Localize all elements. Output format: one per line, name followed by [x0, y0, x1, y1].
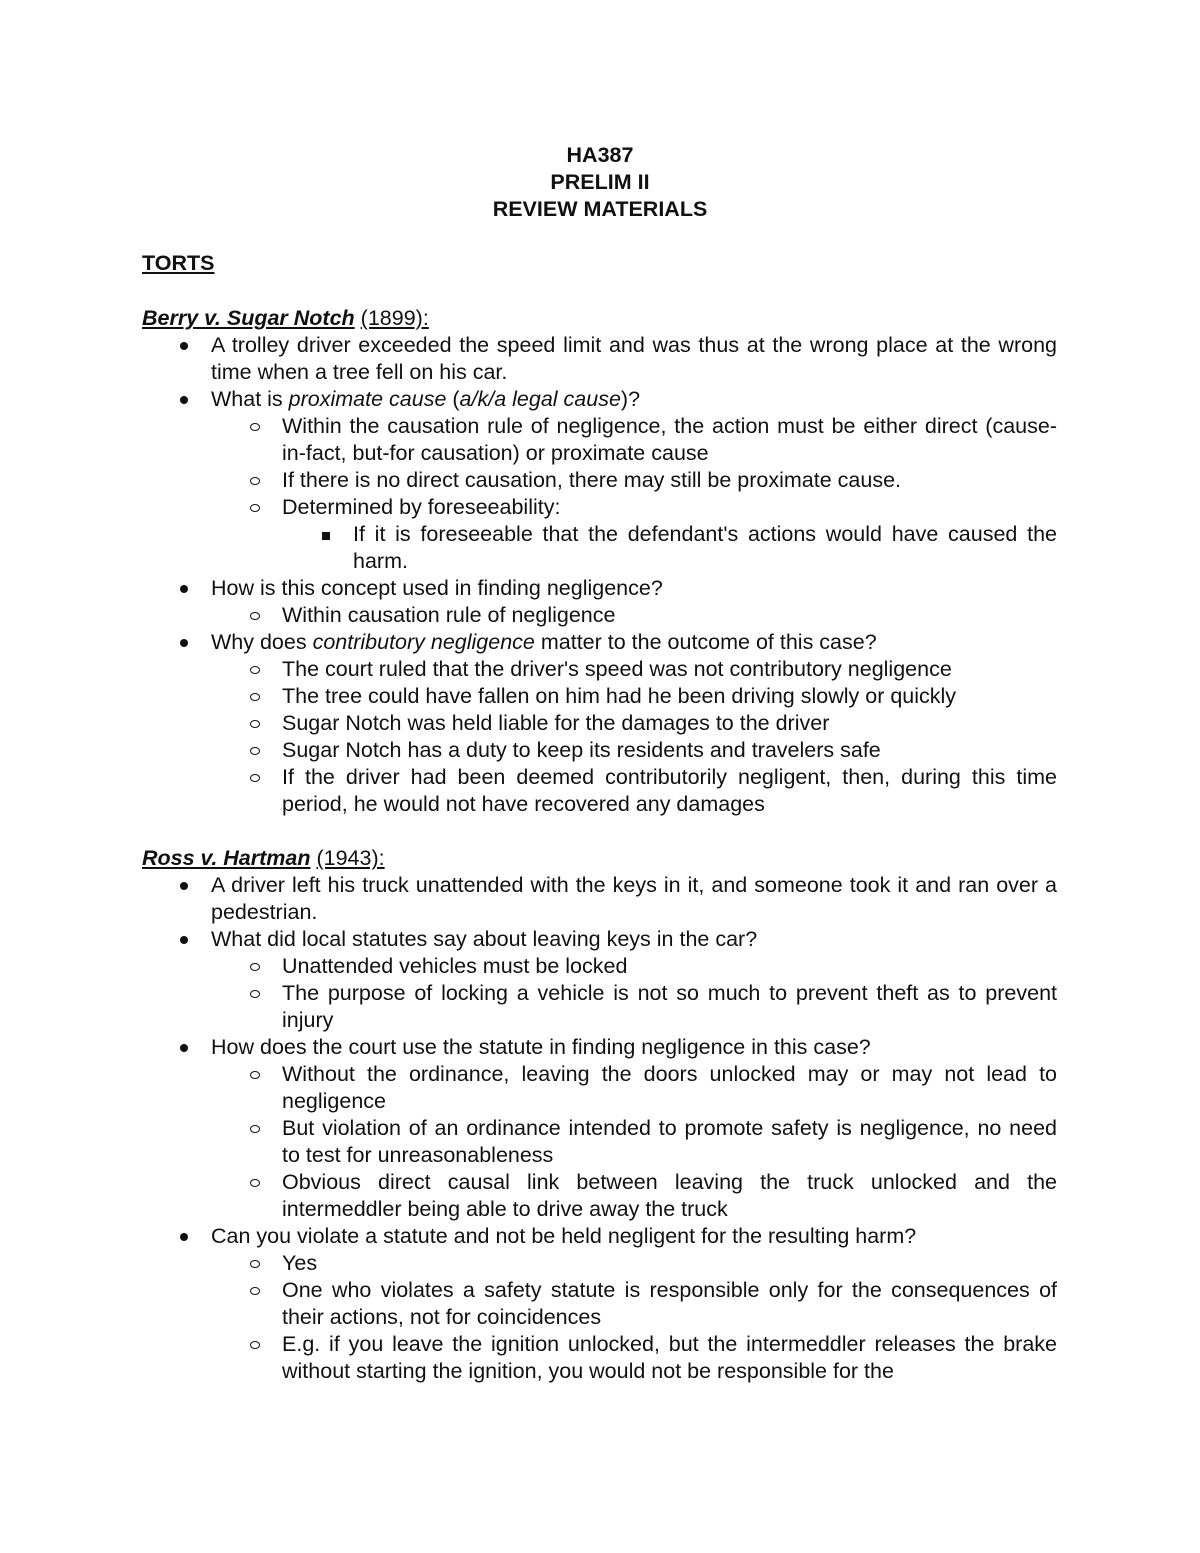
- list-item: Yes: [282, 1250, 1057, 1277]
- list-item: A trolley driver exceeded the speed limit and was thus at the wrong place at the wrong time when a tree fell on his car.: [211, 332, 1057, 386]
- circle-bullet-icon: [245, 737, 265, 764]
- list-item: Without the ordinance, leaving the doors unlocked may or may not lead to negligence: [282, 1061, 1057, 1115]
- list-item: The court ruled that the driver's speed was not contributory negligence: [282, 656, 1057, 683]
- bullet-icon: [174, 1034, 194, 1061]
- list-item: What did local statutes say about leaving keys in the car?: [211, 926, 1057, 953]
- circle-bullet-icon: [245, 1277, 265, 1304]
- list-item: Can you violate a statute and not be held negligent for the resulting harm?: [211, 1223, 1057, 1250]
- case-name: Berry v. Sugar Notch: [142, 306, 355, 330]
- list-item: What is proximate cause (a/k/a legal cause)?: [211, 386, 1057, 413]
- circle-bullet-icon: [245, 764, 265, 791]
- circle-bullet-icon: [245, 953, 265, 980]
- document-subtitle: REVIEW MATERIALS: [492, 197, 708, 221]
- list-item: How does the court use the statute in finding negligence in this case?: [211, 1034, 1057, 1061]
- course-code: HA387: [566, 143, 634, 167]
- list-item: Within causation rule of negligence: [282, 602, 1057, 629]
- square-bullet-icon: [316, 521, 336, 548]
- list-item: Within the causation rule of negligence, the action must be either direct (cause-in-fact, but-for causation) or proximate cause: [282, 413, 1057, 467]
- list-item: If it is foreseeable that the defendant's actions would have caused the harm.: [353, 521, 1057, 575]
- case-name: Ross v. Hartman: [142, 846, 311, 870]
- exam-name: PRELIM II: [550, 170, 650, 194]
- bullet-icon: [174, 332, 194, 359]
- list-item: Obvious direct causal link between leaving the truck unlocked and the intermeddler being able to drive away the truck: [282, 1169, 1057, 1223]
- circle-bullet-icon: [245, 980, 265, 1007]
- list-item: If the driver had been deemed contributorily negligent, then, during this time period, he would not have recovered any damages: [282, 764, 1057, 818]
- circle-bullet-icon: [245, 1331, 265, 1358]
- list-item: Why does contributory negligence matter to the outcome of this case?: [211, 629, 1057, 656]
- circle-bullet-icon: [245, 602, 265, 629]
- bullet-icon: [174, 872, 194, 899]
- list-item: If there is no direct causation, there may still be proximate cause.: [282, 467, 1057, 494]
- bullet-icon: [174, 575, 194, 602]
- circle-bullet-icon: [245, 1061, 265, 1088]
- circle-bullet-icon: [245, 1250, 265, 1277]
- circle-bullet-icon: [245, 683, 265, 710]
- circle-bullet-icon: [245, 710, 265, 737]
- list-item: The tree could have fallen on him had he been driving slowly or quickly: [282, 683, 1057, 710]
- circle-bullet-icon: [245, 494, 265, 521]
- case-year: (1943):: [316, 846, 385, 870]
- list-item: How is this concept used in finding negligence?: [211, 575, 1057, 602]
- case-year: (1899):: [360, 306, 429, 330]
- bullet-icon: [174, 386, 194, 413]
- case-heading: [142, 845, 385, 872]
- list-item: But violation of an ordinance intended to promote safety is negligence, no need to test for unreasonableness: [282, 1115, 1057, 1169]
- circle-bullet-icon: [245, 1115, 265, 1142]
- circle-bullet-icon: [245, 1169, 265, 1196]
- list-item: Sugar Notch has a duty to keep its residents and travelers safe: [282, 737, 1057, 764]
- list-item: Determined by foreseeability:: [282, 494, 1057, 521]
- document-title: [0, 142, 1200, 223]
- list-item: The purpose of locking a vehicle is not so much to prevent theft as to prevent injury: [282, 980, 1057, 1034]
- list-item: A driver left his truck unattended with the keys in it, and someone took it and ran over a pedestrian.: [211, 872, 1057, 926]
- list-item: Unattended vehicles must be locked: [282, 953, 1057, 980]
- bullet-icon: [174, 629, 194, 656]
- list-item: Sugar Notch was held liable for the damages to the driver: [282, 710, 1057, 737]
- case-heading: [142, 305, 429, 332]
- circle-bullet-icon: [245, 467, 265, 494]
- circle-bullet-icon: [245, 656, 265, 683]
- section-heading: TORTS: [142, 251, 215, 275]
- bullet-icon: [174, 926, 194, 953]
- circle-bullet-icon: [245, 413, 265, 440]
- list-item: E.g. if you leave the ignition unlocked, but the intermeddler releases the brake without starting the ignition, you would not be responsible for the: [282, 1331, 1057, 1385]
- list-item: One who violates a safety statute is responsible only for the consequences of their actions, not for coincidences: [282, 1277, 1057, 1331]
- bullet-icon: [174, 1223, 194, 1250]
